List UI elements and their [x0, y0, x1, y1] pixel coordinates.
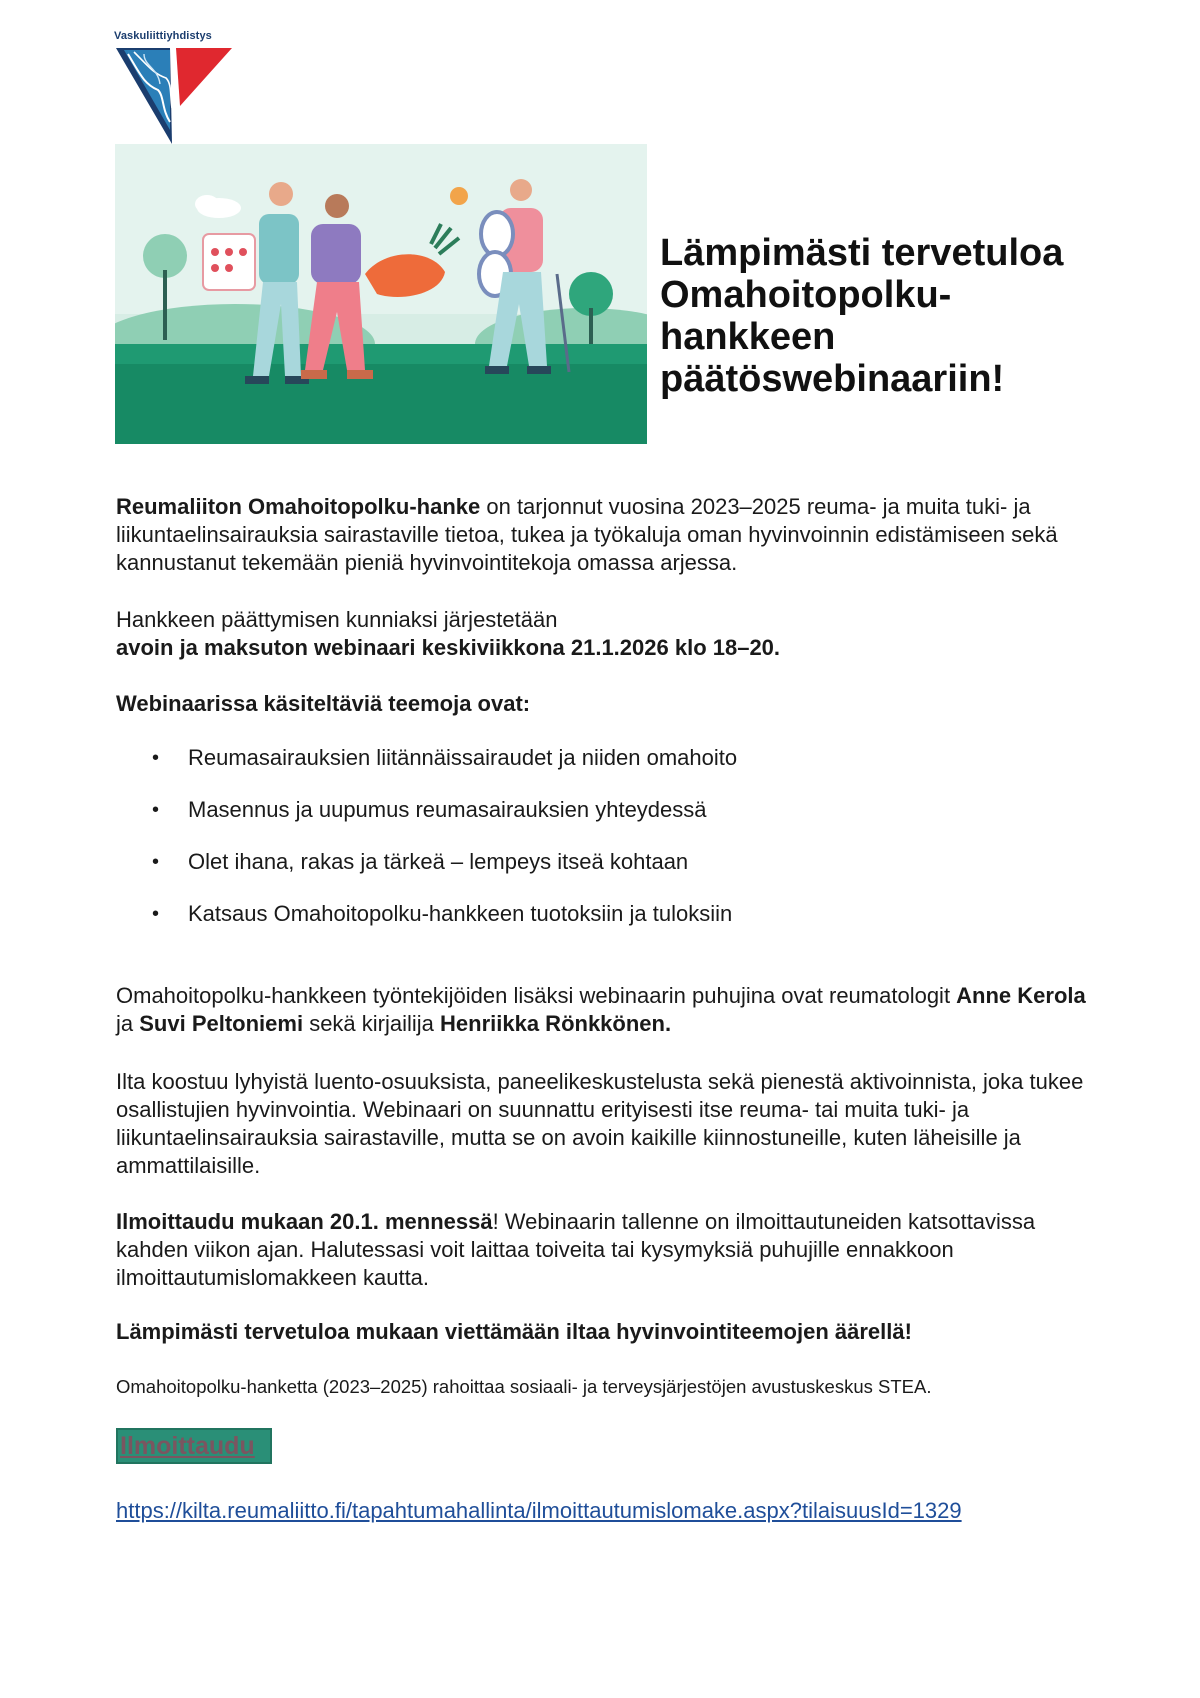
- theme-text: Masennus ja uupumus reumasairauksien yhteydessä: [188, 797, 707, 822]
- bullet-icon: •: [152, 799, 160, 821]
- description-paragraph: Ilta koostuu lyhyistä luento-osuuksista, paneelikeskustelusta sekä pienestä aktivoinnista, joka tukee osallistujien hyvinvointia. Webinaari on suunnattu erityisesti itse reuma- tai muita tuki- ja liikuntaelinsairauksia sairastaville, mutta se on avoin kaikille kiinnostuneille, kuten läheisille ja ammattilaisille.: [116, 1069, 1084, 1178]
- organization-logo: [114, 30, 242, 146]
- theme-text: Reumasairauksien liitännäissairaudet ja niiden omahoito: [188, 745, 738, 770]
- intro-text: on tarjonnut vuosina 2023–2025 reuma- ja muita tuki- ja liikuntaelinsairauksia sairastaville tietoa, tukea ja työkaluja oman hyvinvoinnin edistämiseen sekä kannustanut tekemään pieniä hyvinvointitekoja omassa arjessa.: [116, 494, 1058, 575]
- speaker-name: Henriikka Rönkkönen.: [440, 1011, 672, 1036]
- hero-illustration: [115, 144, 647, 444]
- speaker-name: Suvi Peltoniemi: [139, 1011, 304, 1036]
- list-item: [116, 848, 1096, 876]
- list-item: [116, 744, 1096, 772]
- intro-paragraph: [116, 493, 1096, 577]
- event-date: avoin ja maksuton webinaari keskiviikkona 21.1.2026 klo 18–20.: [116, 635, 781, 660]
- theme-text: Olet ihana, rakas ja tärkeä – lempeys itseä kohtaan: [188, 849, 689, 874]
- event-paragraph: [116, 606, 1096, 662]
- bullet-icon: •: [152, 747, 160, 769]
- speaker-name: Anne Kerola: [956, 983, 1086, 1008]
- register-button[interactable]: Ilmoittaudu: [116, 1428, 272, 1464]
- bullet-icon: •: [152, 851, 160, 873]
- speakers-paragraph: [116, 982, 1096, 1038]
- speakers-text: sekä kirjailija: [303, 1011, 441, 1036]
- registration-link[interactable]: https://kilta.reumaliitto.fi/tapahtumahallinta/ilmoittautumislomake.aspx?tilaisuusId=1329: [116, 1498, 962, 1523]
- registration-paragraph: [116, 1208, 1096, 1292]
- logo-emblem-icon: [114, 44, 240, 148]
- speakers-text: ja: [116, 1011, 140, 1036]
- list-item: [116, 796, 1096, 824]
- themes-list: [116, 744, 1096, 952]
- logo-text: Vaskuliittiyhdistys: [114, 30, 212, 42]
- bullet-icon: •: [152, 903, 160, 925]
- event-intro: Hankkeen päättymisen kunniaksi järjestetään: [116, 607, 558, 632]
- list-item: [116, 900, 1096, 928]
- registration-text: ! Webinaarin tallenne on ilmoittautuneiden katsottavissa kahden viikon ajan. Halutessasi voit laittaa toiveita tai kysymyksiä puhujille ennakkoon ilmoittautumislomakkeen kautta.: [116, 1209, 1036, 1290]
- project-name: Reumaliiton Omahoitopolku-hanke: [116, 494, 481, 519]
- theme-text: Katsaus Omahoitopolku-hankkeen tuotoksiin ja tuloksiin: [188, 901, 733, 926]
- welcome-text: Lämpimästi tervetuloa mukaan viettämään iltaa hyvinvointiteemojen äärellä!: [116, 1319, 912, 1344]
- speakers-text: Omahoitopolku-hankkeen työntekijöiden lisäksi webinaarin puhujina ovat reumatologit: [116, 983, 957, 1008]
- registration-deadline: Ilmoittaudu mukaan 20.1. mennessä: [116, 1209, 493, 1234]
- themes-heading: Webinaarissa käsiteltäviä teemoja ovat:: [116, 691, 531, 716]
- page-title: Lämpimästi tervetuloa Omahoitopolku-hankkeen päätöswebinaariin!: [660, 232, 1064, 400]
- funding-note: Omahoitopolku-hanketta (2023–2025) rahoittaa sosiaali- ja terveysjärjestöjen avustuskeskus STEA.: [116, 1376, 932, 1397]
